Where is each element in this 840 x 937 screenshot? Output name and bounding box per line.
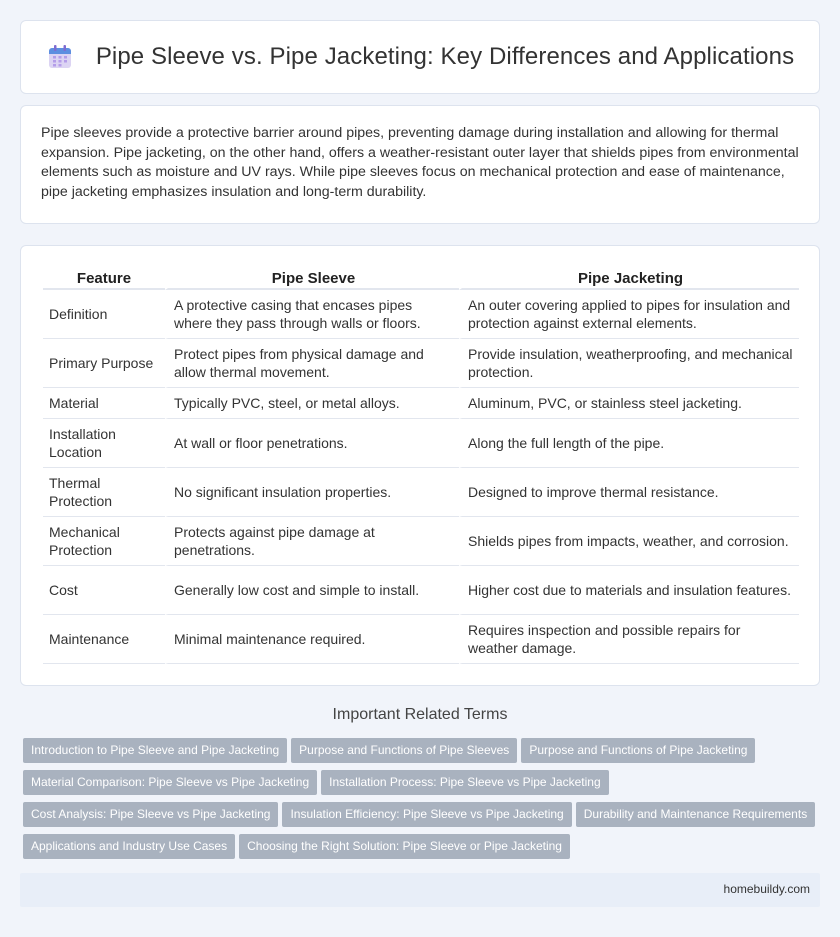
table-row (43, 290, 799, 339)
pipe-jacketing-cell: Designed to improve thermal resistance. (459, 468, 799, 517)
pipe-sleeve-cell: A protective casing that encases pipes where they pass through walls or floors. (165, 290, 459, 339)
related-tag[interactable]: Installation Process: Pipe Sleeve vs Pipe Jacketing (321, 770, 608, 795)
related-tag[interactable]: Choosing the Right Solution: Pipe Sleeve or Pipe Jacketing (239, 834, 570, 859)
table-row (43, 517, 799, 566)
pipe-sleeve-cell: Minimal maintenance required. (165, 615, 459, 664)
feature-cell: Primary Purpose (43, 339, 165, 388)
pipe-jacketing-cell: Requires inspection and possible repairs for weather damage. (459, 615, 799, 664)
related-tag[interactable]: Material Comparison: Pipe Sleeve vs Pipe Jacketing (23, 770, 317, 795)
table-row (43, 419, 799, 468)
pipe-jacketing-cell: Provide insulation, weatherproofing, and mechanical protection. (459, 339, 799, 388)
related-tag[interactable]: Purpose and Functions of Pipe Jacketing (521, 738, 755, 763)
related-tag[interactable]: Durability and Maintenance Requirements (576, 802, 815, 827)
table-row (43, 566, 799, 615)
pipe-sleeve-cell: Typically PVC, steel, or metal alloys. (165, 388, 459, 419)
pipe-sleeve-cell: At wall or floor penetrations. (165, 419, 459, 468)
related-tag[interactable]: Introduction to Pipe Sleeve and Pipe Jacketing (23, 738, 287, 763)
header-card (20, 20, 820, 94)
comparison-table-card (20, 245, 820, 686)
feature-cell: Material (43, 388, 165, 419)
table-row (43, 339, 799, 388)
intro-card (20, 105, 820, 224)
pipe-jacketing-cell: Aluminum, PVC, or stainless steel jacketing. (459, 388, 799, 419)
feature-cell: Definition (43, 290, 165, 339)
pipe-jacketing-cell: Along the full length of the pipe. (459, 419, 799, 468)
related-tag[interactable]: Insulation Efficiency: Pipe Sleeve vs Pipe Jacketing (282, 802, 571, 827)
related-tag[interactable]: Applications and Industry Use Cases (23, 834, 235, 859)
feature-cell: Mechanical Protection (43, 517, 165, 566)
pipe-sleeve-cell: No significant insulation properties. (165, 468, 459, 517)
page-title: Pipe Sleeve vs. Pipe Jacketing: Key Differences and Applications (95, 43, 795, 70)
footer (20, 873, 820, 907)
calendar-icon (46, 43, 74, 71)
related-tag[interactable]: Purpose and Functions of Pipe Sleeves (291, 738, 517, 763)
pipe-jacketing-cell: Shields pipes from impacts, weather, and corrosion. (459, 517, 799, 566)
header-feature: Feature (43, 266, 165, 290)
pipe-jacketing-cell: An outer covering applied to pipes for insulation and protection against external elements. (459, 290, 799, 339)
related-tag[interactable]: Cost Analysis: Pipe Sleeve vs Pipe Jacketing (23, 802, 278, 827)
footer-site-link[interactable]: homebuildy.com (723, 882, 810, 896)
feature-cell: Cost (43, 566, 165, 615)
related-terms-title: Important Related Terms (332, 706, 508, 723)
table-row (43, 388, 799, 419)
comparison-table (43, 266, 799, 664)
related-terms-tags (23, 738, 823, 866)
table-row (43, 468, 799, 517)
header-pipe-sleeve: Pipe Sleeve (165, 266, 459, 290)
feature-cell: Maintenance (43, 615, 165, 664)
table-row (43, 615, 799, 664)
feature-cell: Thermal Protection (43, 468, 165, 517)
feature-cell: Installation Location (43, 419, 165, 468)
pipe-jacketing-cell: Higher cost due to materials and insulation features. (459, 566, 799, 615)
pipe-sleeve-cell: Generally low cost and simple to install. (165, 566, 459, 615)
pipe-sleeve-cell: Protect pipes from physical damage and allow thermal movement. (165, 339, 459, 388)
intro-paragraph: Pipe sleeves provide a protective barrier around pipes, preventing damage during installation and allowing for thermal expansion. Pipe jacketing, on the other hand, offers a weather-resistant outer layer that shields pipes from environmental elements such as moisture and UV rays. While pipe sleeves focus on mechanical protection and ease of maintenance, pipe jacketing emphasizes insulation and long-term durability. (41, 125, 799, 200)
header-pipe-jacketing: Pipe Jacketing (459, 266, 799, 290)
pipe-sleeve-cell: Protects against pipe damage at penetrations. (165, 517, 459, 566)
